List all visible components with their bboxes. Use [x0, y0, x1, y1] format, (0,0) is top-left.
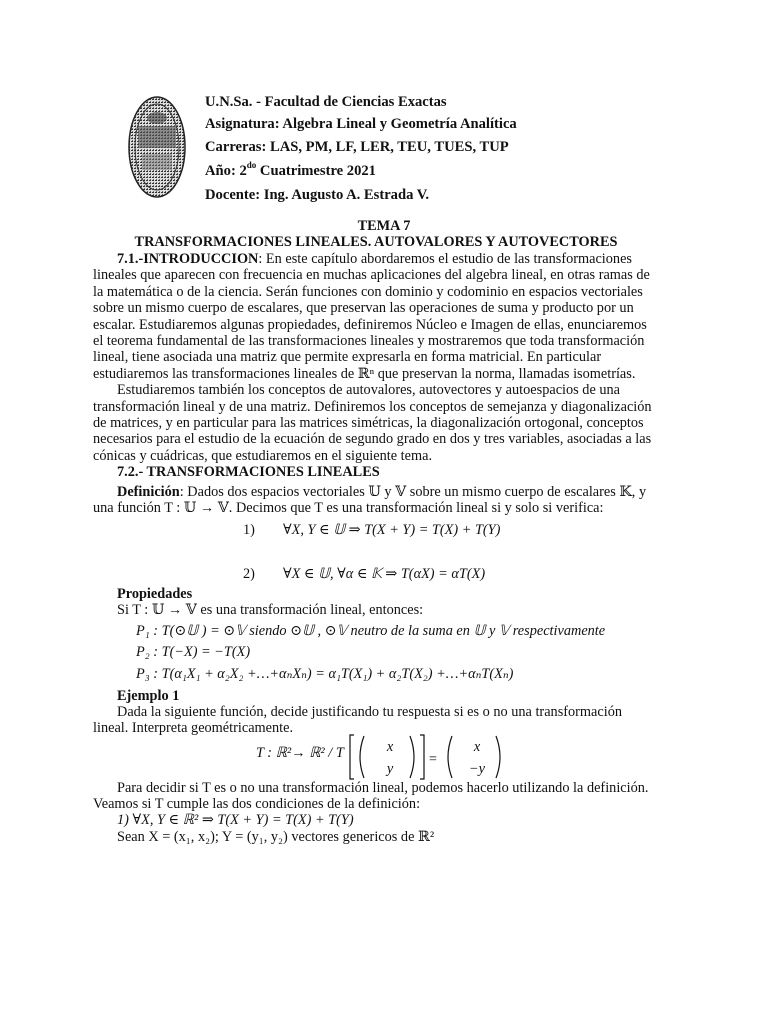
header-subject-label: Asignatura — [205, 116, 275, 132]
condition-1-number: 1) — [243, 522, 255, 538]
header-subject-value: : Algebra Lineal y Geometría Analítica — [274, 116, 517, 132]
header-year-rest: Cuatrimestre 2021 — [256, 163, 376, 179]
intro-line: cónicas y cuádricas, que estudiaremos en el siguiente tema. — [93, 447, 433, 464]
intro-line: transformación lineal y de una matriz. Definiremos los conceptos de semejanza y diagonalización — [93, 398, 652, 415]
svg-text:=: = — [429, 752, 437, 767]
properties-intro: Si T : 𝕌 → 𝕍 es una transformación lineal, entonces: — [117, 602, 424, 618]
intro-line: la matemática o de la ciencia. Serán funciones con dominio y codominio en espacios vectoriales — [93, 283, 643, 300]
generic-vectors-line: Sean X = (x₁, x₂); Y = (y₁, y₂) vectores genericos de ℝ² — [117, 829, 435, 845]
topic-number: TEMA 7 — [357, 218, 411, 234]
decide-line-1: Para decidir si T es o no una transformación lineal, podemos hacerlo utilizando la definición. — [117, 780, 649, 796]
intro-paragraph — [93, 251, 657, 464]
intro-line: el teorema fundamental de las transformaciones lineales y mostraremos que toda transformación — [93, 333, 645, 350]
matrix-right-neg-y: −y — [469, 761, 485, 777]
definition-label: Definición — [117, 484, 180, 500]
header-careers-label: Carreras — [205, 139, 262, 155]
definition-line — [117, 484, 646, 500]
definition-text: : Dados dos espacios vectoriales 𝕌 y 𝕍 sobre un mismo cuerpo de escalares 𝕂, y — [179, 484, 647, 500]
header-year-label: Año — [205, 163, 231, 179]
intro-heading: 7.1.-INTRODUCCION — [117, 251, 259, 267]
condition-2-formula: ∀X ∈ 𝕌, ∀α ∈ 𝕂 ⇒ T(αX) = αT(X) — [283, 566, 486, 582]
intro-text: : En este capítulo abordaremos el estudio de las transformaciones — [258, 251, 632, 267]
section-heading: 7.2.- TRANSFORMACIONES LINEALES — [117, 464, 380, 480]
intro-line: necesarios para el estudio de la ecuación de segundo grado en dos y tres variables, asociadas a las — [93, 431, 652, 448]
matrix-left-y: y — [386, 761, 394, 777]
definition-line-2: una función T : 𝕌 → 𝕍. Decimos que T es una transformación lineal si y solo si verifica: — [93, 500, 604, 516]
intro-line: estudiaremos las transformaciones lineales de ℝⁿ que preservan la norma, llamadas isometrías. — [93, 365, 636, 382]
intro-line: lineales que aparecen con frecuencia en muchas aplicaciones del algebra lineal, en otras ramas de — [93, 267, 650, 284]
university-seal-logo — [128, 96, 186, 198]
header-teacher-label: Docente — [205, 187, 256, 203]
intro-line: lineal, tiene asociada una matriz que permite expresarla en forma matricial. En particular — [93, 349, 602, 366]
properties-label: Propiedades — [117, 586, 193, 602]
example-line-2: lineal. Interpreta geométricamente. — [93, 720, 294, 736]
example-formula-prefix: T : ℝ²→ ℝ² / T — [256, 745, 344, 761]
header-subject — [205, 116, 517, 132]
intro-line: escalar. Estudiaremos algunas propiedades, definiremos Núcleo e Imagen de ellas, enunciaremos — [93, 316, 647, 333]
intro-line: sobre un mismo cuerpo de escalares, que preservan las operaciones de suma y producto por un — [93, 300, 634, 317]
example-label: Ejemplo 1 — [117, 688, 180, 704]
intro-line — [117, 251, 657, 267]
intro-line: de matrices, y en particular para las matrices simétricas, la diagonalización ortogonal, conceptos — [93, 415, 644, 432]
property-1: P₁ : T(⊙𝕌 ) = ⊙𝕍 siendo ⊙𝕌 , ⊙𝕍 neutro de la suma en 𝕌 y 𝕍 respectivamente — [136, 623, 606, 639]
property-3: P₃ : T(α₁X₁ + α₂X₂ +…+αₙXₙ) = α₁T(X₁) + α₂T(X₂) +…+αₙT(Xₙ) — [136, 666, 514, 682]
matrix-left-x: x — [386, 739, 394, 755]
decide-line-2: Veamos si T cumple las dos condiciones de la definición: — [93, 796, 421, 812]
topic-title: TRANSFORMACIONES LINEALES. AUTOVALORES Y AUTOVECTORES — [134, 234, 618, 250]
header-year — [205, 160, 376, 179]
header-teacher-value: : Ing. Augusto A. Estrada V. — [255, 187, 430, 203]
header-careers-value: : LAS, PM, LF, LER, TEU, TUES, TUP — [261, 139, 509, 155]
intro-line: Estudiaremos también los conceptos de autovalores, autovectores y autoespacios de una — [117, 382, 621, 399]
header-year-sup: do — [246, 160, 257, 171]
condition-1-formula: ∀X, Y ∈ 𝕌 ⇒ T(X + Y) = T(X) + T(Y) — [283, 522, 501, 538]
property-2: P₂ : T(−X) = −T(X) — [136, 644, 251, 660]
check-condition-1: 1) ∀X, Y ∈ ℝ² ⇒ T(X + Y) = T(X) + T(Y) — [117, 812, 354, 828]
header-university: U.N.Sa. - Facultad de Ciencias Exactas — [205, 94, 447, 110]
header-teacher — [205, 187, 429, 203]
example-line-1: Dada la siguiente función, decide justificando tu respuesta si es o no una transformación — [117, 704, 623, 720]
header-careers — [205, 139, 509, 155]
condition-2-number: 2) — [243, 566, 255, 582]
matrix-right-x: x — [473, 739, 481, 755]
header-year-num: : 2 — [230, 163, 247, 179]
